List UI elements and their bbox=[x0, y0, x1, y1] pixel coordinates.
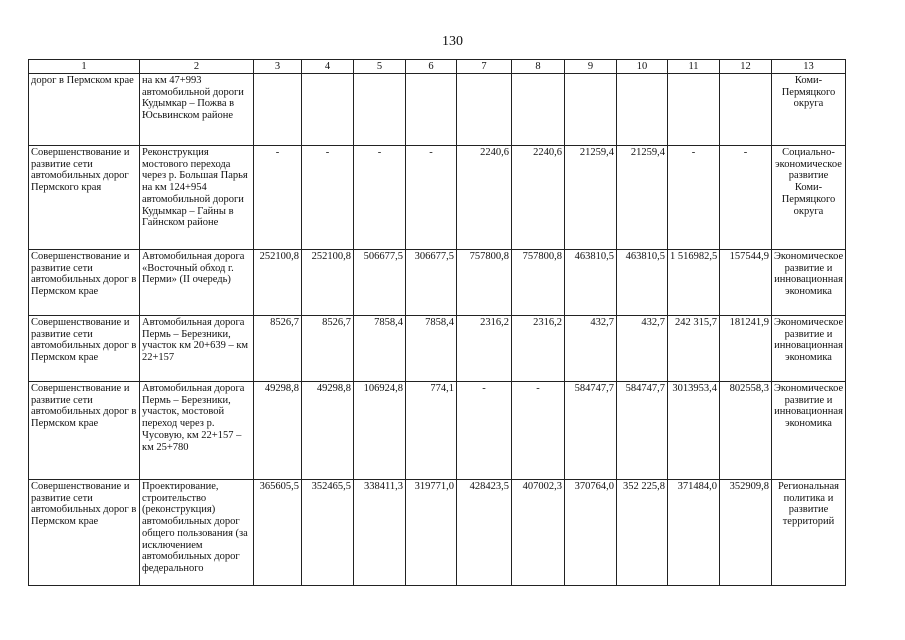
direction-cell: Экономическое развитие и инновационная экономика bbox=[772, 382, 846, 480]
budget-table bbox=[28, 59, 846, 586]
value-cell: 2240,6 bbox=[457, 146, 512, 250]
value-cell: 252100,8 bbox=[254, 250, 302, 316]
value-cell: 371484,0 bbox=[668, 480, 720, 586]
value-cell: 757800,8 bbox=[512, 250, 565, 316]
value-cell: - bbox=[406, 146, 457, 250]
value-cell: 49298,8 bbox=[254, 382, 302, 480]
program-cell: Совершенствование и развитие сети автомобильных дорог в Пермском крае bbox=[29, 316, 140, 382]
value-cell: 584747,7 bbox=[565, 382, 617, 480]
header-cell: 13 bbox=[772, 60, 846, 74]
page-number: 130 bbox=[442, 34, 463, 49]
value-cell: 463810,5 bbox=[617, 250, 668, 316]
value-cell: 428423,5 bbox=[457, 480, 512, 586]
direction-cell: Экономическое развитие и инновационная экономика bbox=[772, 316, 846, 382]
value-cell: 2240,6 bbox=[512, 146, 565, 250]
header-row bbox=[29, 60, 846, 74]
value-cell: 242 315,7 bbox=[668, 316, 720, 382]
header-cell: 10 bbox=[617, 60, 668, 74]
value-cell: 21259,4 bbox=[617, 146, 668, 250]
value-cell: 252100,8 bbox=[302, 250, 354, 316]
value-cell: - bbox=[254, 146, 302, 250]
value-cell: 2316,2 bbox=[512, 316, 565, 382]
value-cell: 319771,0 bbox=[406, 480, 457, 586]
value-cell bbox=[512, 74, 565, 146]
value-cell: 8526,7 bbox=[254, 316, 302, 382]
header-cell: 3 bbox=[254, 60, 302, 74]
value-cell: 8526,7 bbox=[302, 316, 354, 382]
table-row bbox=[29, 74, 846, 146]
value-cell bbox=[406, 74, 457, 146]
value-cell bbox=[254, 74, 302, 146]
value-cell bbox=[720, 74, 772, 146]
object-cell: Автомобильная дорога Пермь – Березники, участок км 20+639 – км 22+157 bbox=[140, 316, 254, 382]
value-cell: 157544,9 bbox=[720, 250, 772, 316]
header-cell: 12 bbox=[720, 60, 772, 74]
value-cell: 757800,8 bbox=[457, 250, 512, 316]
value-cell: 584747,7 bbox=[617, 382, 668, 480]
table-row bbox=[29, 480, 846, 586]
value-cell: 365605,5 bbox=[254, 480, 302, 586]
value-cell: 338411,3 bbox=[354, 480, 406, 586]
value-cell: 181241,9 bbox=[720, 316, 772, 382]
value-cell: 463810,5 bbox=[565, 250, 617, 316]
value-cell: 352909,8 bbox=[720, 480, 772, 586]
header-cell: 11 bbox=[668, 60, 720, 74]
value-cell: - bbox=[668, 146, 720, 250]
value-cell: 432,7 bbox=[565, 316, 617, 382]
table-row bbox=[29, 316, 846, 382]
object-cell: на км 47+993 автомобильной дороги Кудымкар – Пожва в Юсьвинском районе bbox=[140, 74, 254, 146]
value-cell: 774,1 bbox=[406, 382, 457, 480]
header-cell: 9 bbox=[565, 60, 617, 74]
program-cell: Совершенствование и развитие сети автомобильных дорог в Пермском крае bbox=[29, 480, 140, 586]
value-cell: 370764,0 bbox=[565, 480, 617, 586]
table-row bbox=[29, 146, 846, 250]
program-cell: дорог в Пермском крае bbox=[29, 74, 140, 146]
header-cell: 8 bbox=[512, 60, 565, 74]
value-cell: 506677,5 bbox=[354, 250, 406, 316]
value-cell bbox=[354, 74, 406, 146]
value-cell: 7858,4 bbox=[406, 316, 457, 382]
header-cell: 6 bbox=[406, 60, 457, 74]
header-cell: 7 bbox=[457, 60, 512, 74]
direction-cell: Социально-экономическое развитие Коми-Пермяцкого округа bbox=[772, 146, 846, 250]
value-cell: - bbox=[302, 146, 354, 250]
table-row bbox=[29, 250, 846, 316]
header-cell: 5 bbox=[354, 60, 406, 74]
header-cell: 1 bbox=[29, 60, 140, 74]
header-cell: 2 bbox=[140, 60, 254, 74]
value-cell: 352 225,8 bbox=[617, 480, 668, 586]
object-cell: Автомобильная дорога Пермь – Березники, участок, мостовой переход через р. Чусовую, км 22+157 – км 25+780 bbox=[140, 382, 254, 480]
value-cell: 1 516982,5 bbox=[668, 250, 720, 316]
value-cell: - bbox=[512, 382, 565, 480]
value-cell bbox=[617, 74, 668, 146]
value-cell: 306677,5 bbox=[406, 250, 457, 316]
value-cell: 106924,8 bbox=[354, 382, 406, 480]
value-cell: 407002,3 bbox=[512, 480, 565, 586]
value-cell: 21259,4 bbox=[565, 146, 617, 250]
value-cell: - bbox=[354, 146, 406, 250]
value-cell: 49298,8 bbox=[302, 382, 354, 480]
value-cell: 3013953,4 bbox=[668, 382, 720, 480]
value-cell: 802558,3 bbox=[720, 382, 772, 480]
value-cell: 7858,4 bbox=[354, 316, 406, 382]
value-cell bbox=[457, 74, 512, 146]
table-row bbox=[29, 382, 846, 480]
object-cell: Проектирование, строительство (реконструкция) автомобильных дорог общего пользования (за исключением автомобильных дорог федерального bbox=[140, 480, 254, 586]
program-cell: Совершенствование и развитие сети автомобильных дорог Пермского края bbox=[29, 146, 140, 250]
value-cell: - bbox=[457, 382, 512, 480]
object-cell: Автомобильная дорога «Восточный обход г. Перми» (II очередь) bbox=[140, 250, 254, 316]
program-cell: Совершенствование и развитие сети автомобильных дорог в Пермском крае bbox=[29, 382, 140, 480]
value-cell bbox=[565, 74, 617, 146]
direction-cell: Экономическое развитие и инновационная экономика bbox=[772, 250, 846, 316]
direction-cell: Коми-Пермяцкого округа bbox=[772, 74, 846, 146]
program-cell: Совершенствование и развитие сети автомобильных дорог в Пермском крае bbox=[29, 250, 140, 316]
value-cell bbox=[302, 74, 354, 146]
value-cell bbox=[668, 74, 720, 146]
value-cell: 2316,2 bbox=[457, 316, 512, 382]
value-cell: - bbox=[720, 146, 772, 250]
object-cell: Реконструкция мостового перехода через р. Большая Парья на км 124+954 автомобильной дороги Кудымкар – Гайны в Гайнском районе bbox=[140, 146, 254, 250]
value-cell: 352465,5 bbox=[302, 480, 354, 586]
header-cell: 4 bbox=[302, 60, 354, 74]
direction-cell: Региональная политика и развитие территорий bbox=[772, 480, 846, 586]
value-cell: 432,7 bbox=[617, 316, 668, 382]
